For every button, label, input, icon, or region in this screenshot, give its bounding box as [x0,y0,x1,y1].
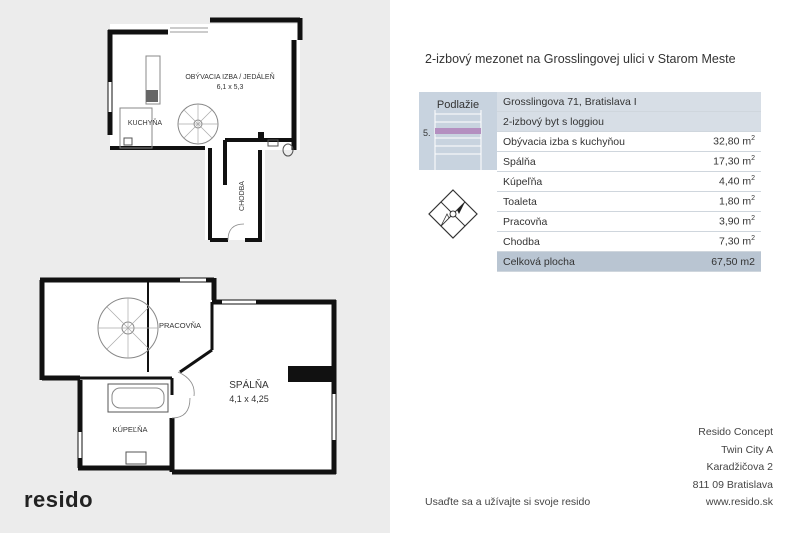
room-name: Spálňa [497,152,683,172]
building-floors-icon [419,92,497,170]
table-row [497,232,761,252]
floor-label: Podlažie [436,99,480,111]
compass-icon [427,188,479,240]
company-city: 811 09 Bratislava [692,478,773,491]
room-label-bathroom: KÚPEĽŇA [112,425,148,434]
room-area: 17,30 $m^2$ [683,152,761,172]
listing-title: 2-izbový mezonet na Grosslingovej ulici v Starom Meste [425,52,736,66]
resido-logo: resido [24,487,94,512]
room-label-bedroom: SPÁLŇA [229,380,269,391]
type-row [497,112,761,132]
total-label: Celková plocha [497,252,683,272]
address-row [497,92,761,112]
company-website-link[interactable]: www.resido.sk [705,496,773,508]
address: Grosslingova 71, Bratislava I [497,92,761,112]
room-label-hall: CHODBA [239,181,246,211]
room-area: 7,30 $m^2$ [683,232,761,252]
room-area: 32,80 $m^2$ [683,132,761,152]
room-area: 4,40 $m^2$ [683,172,761,192]
table-row [497,212,761,232]
company-name: Resido Concept [698,426,773,438]
room-name: Chodba [497,232,683,252]
table-row [497,132,761,152]
room-label-kitchen: KUCHYŇA [127,120,163,127]
company-building: Twin City A [721,443,773,456]
room-label-study: PRACOVŇA [158,321,202,330]
area-table [497,92,761,272]
room-area: 1,80 $m^2$ [683,192,761,212]
floor-plan-drawing [0,0,390,533]
room-dim-living: 6,1 x 5,3 [216,84,244,91]
table-row [497,172,761,192]
room-label-living: OBÝVACIA IZBA / JEDÁLEŇ [185,74,275,81]
apartment-type: 2-izbový byt s loggiou [497,112,761,132]
room-name: Kúpeľňa [497,172,683,192]
total-row [497,252,761,272]
table-row [497,152,761,172]
room-area: 3,90 $m^2$ [683,212,761,232]
room-dim-bedroom: 4,1 x 4,25 [229,394,269,404]
room-name: Toaleta [497,192,683,212]
floor-indicator [419,92,497,170]
lower-floor-plan [40,278,336,474]
upper-floor-plan [108,18,300,240]
table-row [497,192,761,212]
slogan: Usaďte sa a užívajte si svoje resido [425,496,591,508]
floor-number: 5. [423,128,431,138]
total-value: 67,50 m2 [683,252,761,272]
room-name: Obývacia izba s kuchyňou [497,132,683,152]
company-street: Karadžičova 2 [706,461,773,473]
company-address [693,424,773,512]
room-name: Pracovňa [497,212,683,232]
